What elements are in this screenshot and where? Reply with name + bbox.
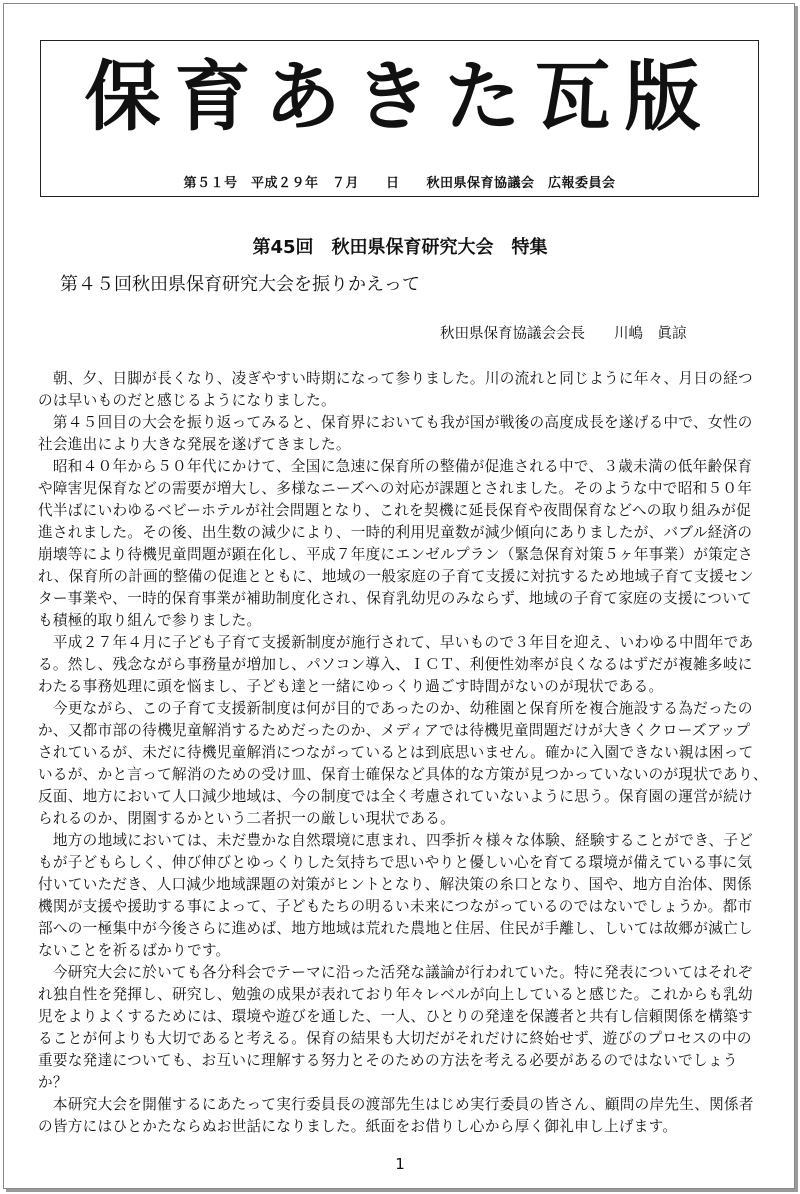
- body-line: か、又都市部の待機児童解消するためだったのか、メディアでは待機児童問題だけが大きくクローズアップ: [38, 722, 751, 739]
- body-line: の皆方にはひとかたならぬお世話になりました。紙面をお借りし心から厚く御礼申し上げます。: [38, 1118, 678, 1135]
- body-line: もが子どもらしく、伸び伸びとゆっくりした気持ちで思いやりと優しい心を育てる環境が備えている事に気: [38, 854, 753, 871]
- body-line: 地方の地域においては、未だ豊かな自然環境に恵まれ、四季折々様々な体験、経験することができ、子ど: [38, 832, 754, 849]
- article-title: 第４５回秋田県保育研究大会を振りかえって: [60, 274, 420, 295]
- article-body: [38, 368, 778, 1138]
- body-line: ないことを祈るばかりです。: [38, 942, 231, 959]
- issue-line: 第５１号 平成２９年 ７月 日 秋田県保育協議会 広報委員会: [183, 176, 616, 191]
- page-number: 1: [395, 1155, 405, 1173]
- body-line: れ独自性を発揮し、研究し、勉強の成果が表れており年々レベルが向上していると感じた。これからも乳幼: [38, 986, 753, 1003]
- body-line: 進されました。その後、出生数の減少により、一時的利用児童数が減少傾向にありましたが、バブル経済の: [38, 524, 753, 541]
- body-line: ター事業や、一時的保育事業が補助制度化され、保育乳幼児のみならず、地域の子育て家庭の支援について: [38, 590, 753, 607]
- body-line: 第４５回目の大会を振り返ってみると、保育界においても我が国が戦後の高度成長を遂げる中で、女性の: [38, 414, 753, 431]
- body-line: 昭和４０年から５０年代にかけて、全国に急速に保育所の整備が促進される中で、３歳未満の低年齢保育: [38, 458, 753, 475]
- body-line: 付いていただき、人口減少地域課題の対策がヒントとなり、解決策の糸口となり、国や、地方自治体、関係: [38, 876, 753, 893]
- body-line: 崩壊等により待機児童問題が顕在化し、平成７年度にエンゼルプラン（緊急保育対策５ヶ年事業）が策定さ: [38, 546, 753, 563]
- body-line: 部への一極集中が今後さらに進めば、地方地域は荒れた農地と住居、住民が手離し、しいては故郷が滅亡し: [38, 920, 753, 937]
- body-line: のは早いものだと感じるようになりました。: [38, 392, 336, 409]
- body-line: られるのか、閉園するかという二者択一の厳しい現状である。: [38, 810, 456, 827]
- body-line: 本研究大会を開催するにあたって実行委員長の渡部先生はじめ実行委員の皆さん、顧問の岸先生、関係者: [38, 1096, 754, 1113]
- body-line: る。然し、残念ながら事務量が増加し、パソコン導入、ＩＣＴ、利便性効率が良くなるはずだが複雑多岐に: [38, 656, 753, 673]
- body-line: されているが、未だに待機児童解消につながっているとは到底思いません。確かに入園できない親は困って: [38, 744, 754, 761]
- body-line: 朝、夕、日脚が長くなり、凌ぎやすい時期になって参りました。川の流れと同じように年々、月日の経つ: [38, 370, 753, 387]
- body-line: 平成２７年４月に子ども子育て支援新制度が施行されて、早いもので３年目を迎え、いわゆる中間年であ: [38, 634, 754, 651]
- newsletter-title: 保育あきた瓦版: [84, 52, 715, 141]
- body-line: 社会進出により大きな発展を遂げてきました。: [38, 436, 351, 453]
- body-line: いるが、かと言って解消のための受け皿、保育士確保など具体的な方策が見つかっていないのが現状であり、: [38, 766, 768, 783]
- body-line: 代半ばにいわゆるベビーホテルが社会問題となり、これを契機に延長保育や夜間保育などへの取り組みが促: [38, 502, 752, 519]
- body-line: か？: [38, 1074, 68, 1091]
- body-line: 反面、地方において人口減少地域は、今の制度では全く考慮されていないように思う。保育園の運営が続け: [38, 788, 753, 805]
- body-line: や障害児保育などの需要が増大し、多様なニーズへの対応が課題とされました。そのような中で昭和５０年: [38, 480, 753, 497]
- article-byline: 秋田県保育協議会会長 川嶋 眞諒: [440, 326, 687, 342]
- masthead: [40, 40, 759, 197]
- body-line: も積極的取り組んで参りました。: [38, 612, 262, 629]
- body-line: 今更ながら、この子育て支援新制度は何が目的であったのか、幼稚園と保育所を複合施設する為だったの: [38, 700, 753, 717]
- body-line: 今研究大会に於いても各分科会でテーマに沿った活発な議論が行われていた。特に発表についてはそれぞ: [38, 964, 753, 981]
- body-line: 機関が支援や援助する事によって、子どもたちの明るい未来につながっているのではないでしょうか。都市: [38, 898, 753, 915]
- body-line: 重要な発達についても、お互いに理解する努力とそのための方法を考える必要があるのではないでしょう: [38, 1052, 738, 1069]
- body-line: わたる事務処理に頭を悩まし、子ども達と一緒にゆっくり過ごす時間がないのが現状である。: [38, 678, 664, 695]
- body-line: れ、保育所の計画的整備の促進とともに、地域の一般家庭の子育て支援に対抗するため地域子育て支援セン: [38, 568, 754, 585]
- body-line: ることが何よりも大切であると考える。保育の結果も大切だがそれだけに終始せず、遊びのプロセスの中の: [38, 1030, 752, 1047]
- special-feature-heading: 第45回 秋田県保育研究大会 特集: [252, 237, 548, 258]
- body-line: 児をよりよくするためには、環境や遊びを通した、一人、ひとりの発達を保護者と共有し信頼関係を構築す: [38, 1008, 753, 1025]
